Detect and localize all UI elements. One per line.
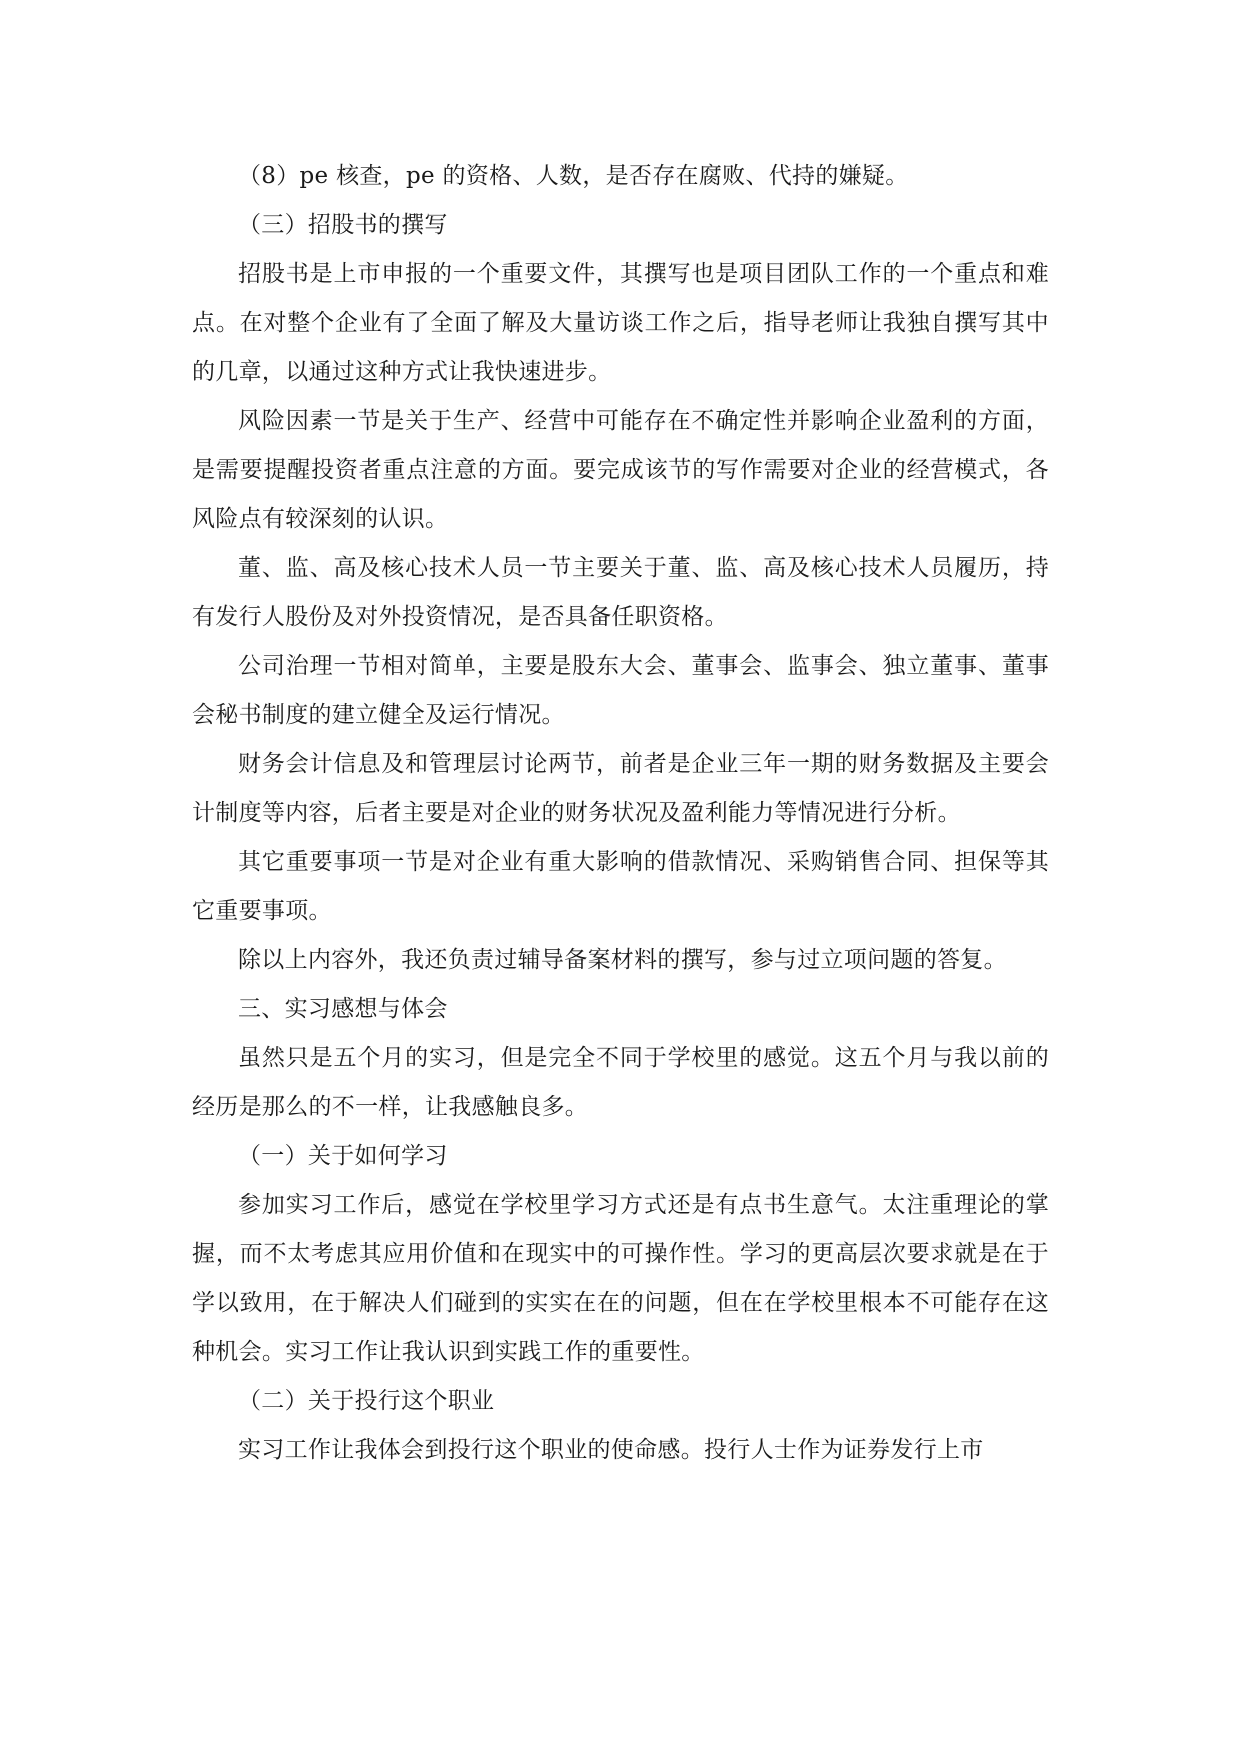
paragraph-financial: 财务会计信息及和管理层讨论两节，前者是企业三年一期的财务数据及主要会计制度等内容，后者主要是对企业的财务状况及盈利能力等情况进行分析。 xyxy=(192,751,1049,826)
heading-internship-reflections: 三、实习感想与体会 xyxy=(238,996,448,1022)
paragraph-additional-work: 除以上内容外，我还负责过辅导备案材料的撰写，参与过立项问题的答复。 xyxy=(238,947,1007,973)
paragraph-other-matters: 其它重要事项一节是对企业有重大影响的借款情况、采购销售合同、担保等其它重要事项。 xyxy=(192,849,1049,924)
paragraph-directors: 董、监、高及核心技术人员一节主要关于董、监、高及核心技术人员履历，持有发行人股份及对外投资情况，是否具备任职资格。 xyxy=(192,555,1049,630)
paragraph-five-months: 虽然只是五个月的实习，但是完全不同于学校里的感觉。这五个月与我以前的经历是那么的不一样，让我感触良多。 xyxy=(192,1045,1049,1120)
paragraph-mission: 实习工作让我体会到投行这个职业的使命感。投行人士作为证券发行上市 xyxy=(238,1437,984,1463)
document-body xyxy=(192,152,1049,1475)
heading-prospectus-writing: （三）招股书的撰写 xyxy=(238,212,448,238)
paragraph-governance: 公司治理一节相对简单，主要是股东大会、董事会、监事会、独立董事、董事会秘书制度的建立健全及运行情况。 xyxy=(192,653,1049,728)
paragraph-learning: 参加实习工作后，感觉在学校里学习方式还是有点书生意气。太注重理论的掌握，而不太考虑其应用价值和在现实中的可操作性。学习的更高层次要求就是在于学以致用，在于解决人们碰到的实实在在的问题，但在在学校里根本不可能存在这种机会。实习工作让我认识到实践工作的重要性。 xyxy=(192,1192,1049,1365)
heading-investment-banking: （二）关于投行这个职业 xyxy=(238,1388,495,1414)
paragraph-risk-factors: 风险因素一节是关于生产、经营中可能存在不确定性并影响企业盈利的方面，是需要提醒投资者重点注意的方面。要完成该节的写作需要对企业的经营模式，各风险点有较深刻的认识。 xyxy=(192,408,1049,532)
heading-how-to-learn: （一）关于如何学习 xyxy=(238,1143,448,1169)
paragraph-prospectus-intro: 招股书是上市申报的一个重要文件，其撰写也是项目团队工作的一个重点和难点。在对整个企业有了全面了解及大量访谈工作之后，指导老师让我独自撰写其中的几章，以通过这种方式让我快速进步。 xyxy=(192,261,1049,385)
paragraph-pe-check: （8）pe 核查，pe 的资格、人数，是否存在腐败、代持的嫌疑。 xyxy=(238,163,909,189)
